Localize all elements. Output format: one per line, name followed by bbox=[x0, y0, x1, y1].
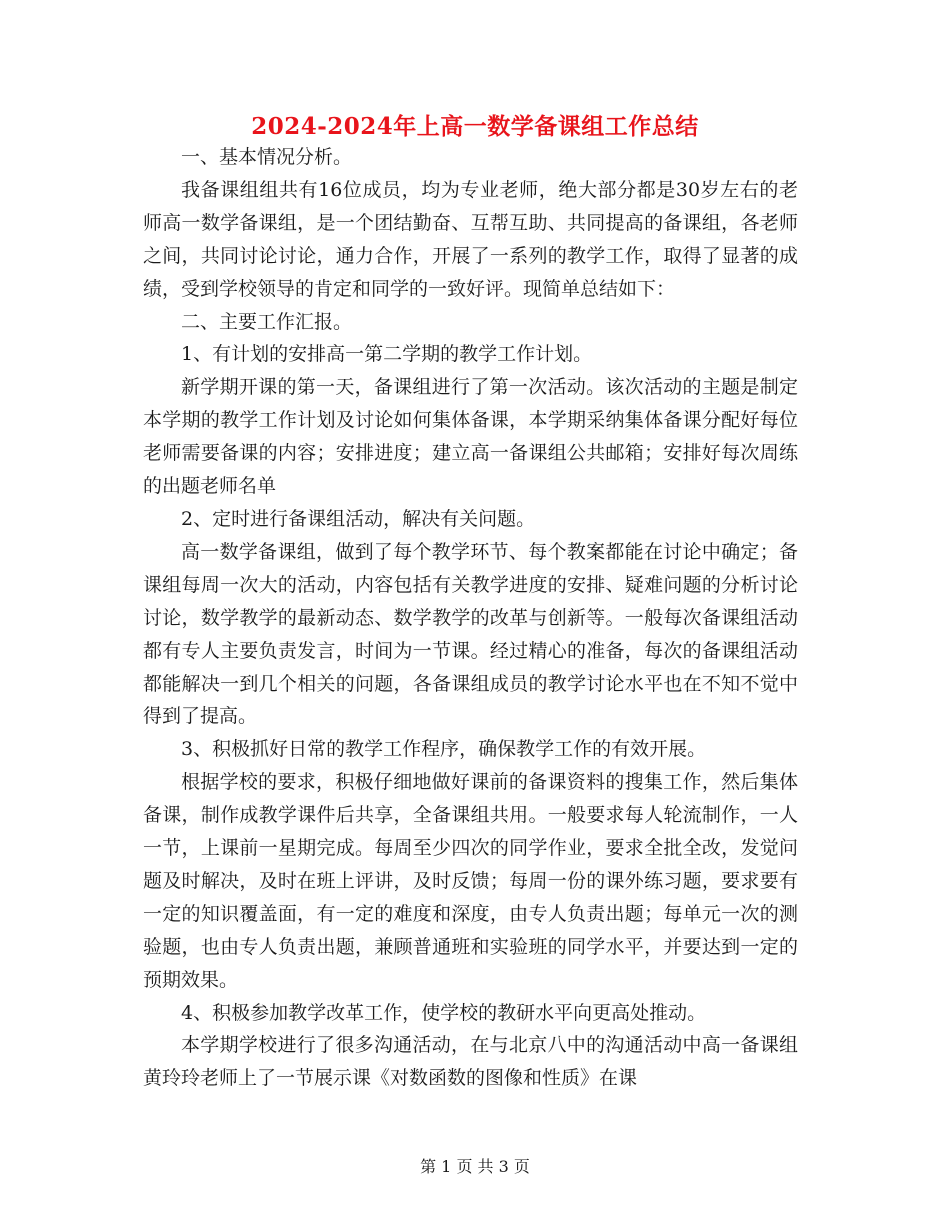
paragraph-item-4: 本学期学校进行了很多沟通活动，在与北京八中的沟通活动中高一备课组黄玲玲老师上了一节展示课《对数函数的图像和性质》在课 bbox=[143, 1034, 798, 1090]
item-heading-4: 4、积极参加教学改革工作，使学校的教研水平向更高处推动。 bbox=[181, 1001, 707, 1024]
section-heading-main-work: 二、主要工作汇报。 bbox=[181, 310, 353, 333]
document-body bbox=[143, 141, 798, 1095]
page-footer: 第 1 页 共 3 页 bbox=[420, 1157, 530, 1176]
item-heading-1: 1、有计划的安排高一第二学期的教学工作计划。 bbox=[181, 343, 593, 366]
paragraph-item-1: 新学期开课的第一天，备课组进行了第一次活动。该次活动的主题是制定本学期的教学工作计划及讨论如何集体备课，本学期采纳集体备课分配好每位老师需要备课的内容；安排进度；建立高一备课组公共邮箱；安排好每次周练的出题老师名单 bbox=[143, 376, 798, 498]
item-heading-2: 2、定时进行备课组活动，解决有关问题。 bbox=[181, 507, 536, 530]
paragraph-item-3: 根据学校的要求，积极仔细地做好课前的备课资料的搜集工作，然后集体备课，制作成教学课件后共享，全备课组共用。一般要求每人轮流制作，一人一节，上课前一星期完成。每周至少四次的同学作业，要求全批全改，发觉问题及时解决，及时在班上评讲，及时反馈；每周一份的课外练习题，要求要有一定的知识覆盖面，有一定的难度和深度，由专人负责出题；每单元一次的测验题，也由专人负责出题，兼顾普通班和实验班的同学水平，并要达到一定的预期效果。 bbox=[143, 771, 798, 991]
paragraph-group-overview: 我备课组组共有16位成员，均为专业老师，绝大部分都是30岁左右的老师高一数学备课组，是一个团结勤奋、互帮互助、共同提高的备课组，各老师之间，共同讨论讨论，通力合作，开展了一系列的教学工作，取得了显著的成绩，受到学校领导的肯定和同学的一致好评。现简单总结如下： bbox=[143, 178, 798, 300]
document-title: 2024-2024年上高一数学备课组工作总结 bbox=[251, 113, 699, 140]
section-heading-basic-situation: 一、基本情况分析。 bbox=[181, 146, 353, 168]
item-heading-3: 3、积极抓好日常的教学工作程序，确保教学工作的有效开展。 bbox=[181, 738, 707, 761]
paragraph-item-2: 高一数学备课组，做到了每个教学环节、每个教案都能在讨论中确定；备课组每周一次大的活动，内容包括有关教学进度的安排、疑难问题的分析讨论讨论，数学教学的最新动态、数学教学的改革与创新等。一般每次备课组活动都有专人主要负责发言，时间为一节课。经过精心的准备，每次的备课组活动都能解决一到几个相关的问题，各备课组成员的教学讨论水平也在不知不觉中得到了提高。 bbox=[143, 540, 798, 728]
